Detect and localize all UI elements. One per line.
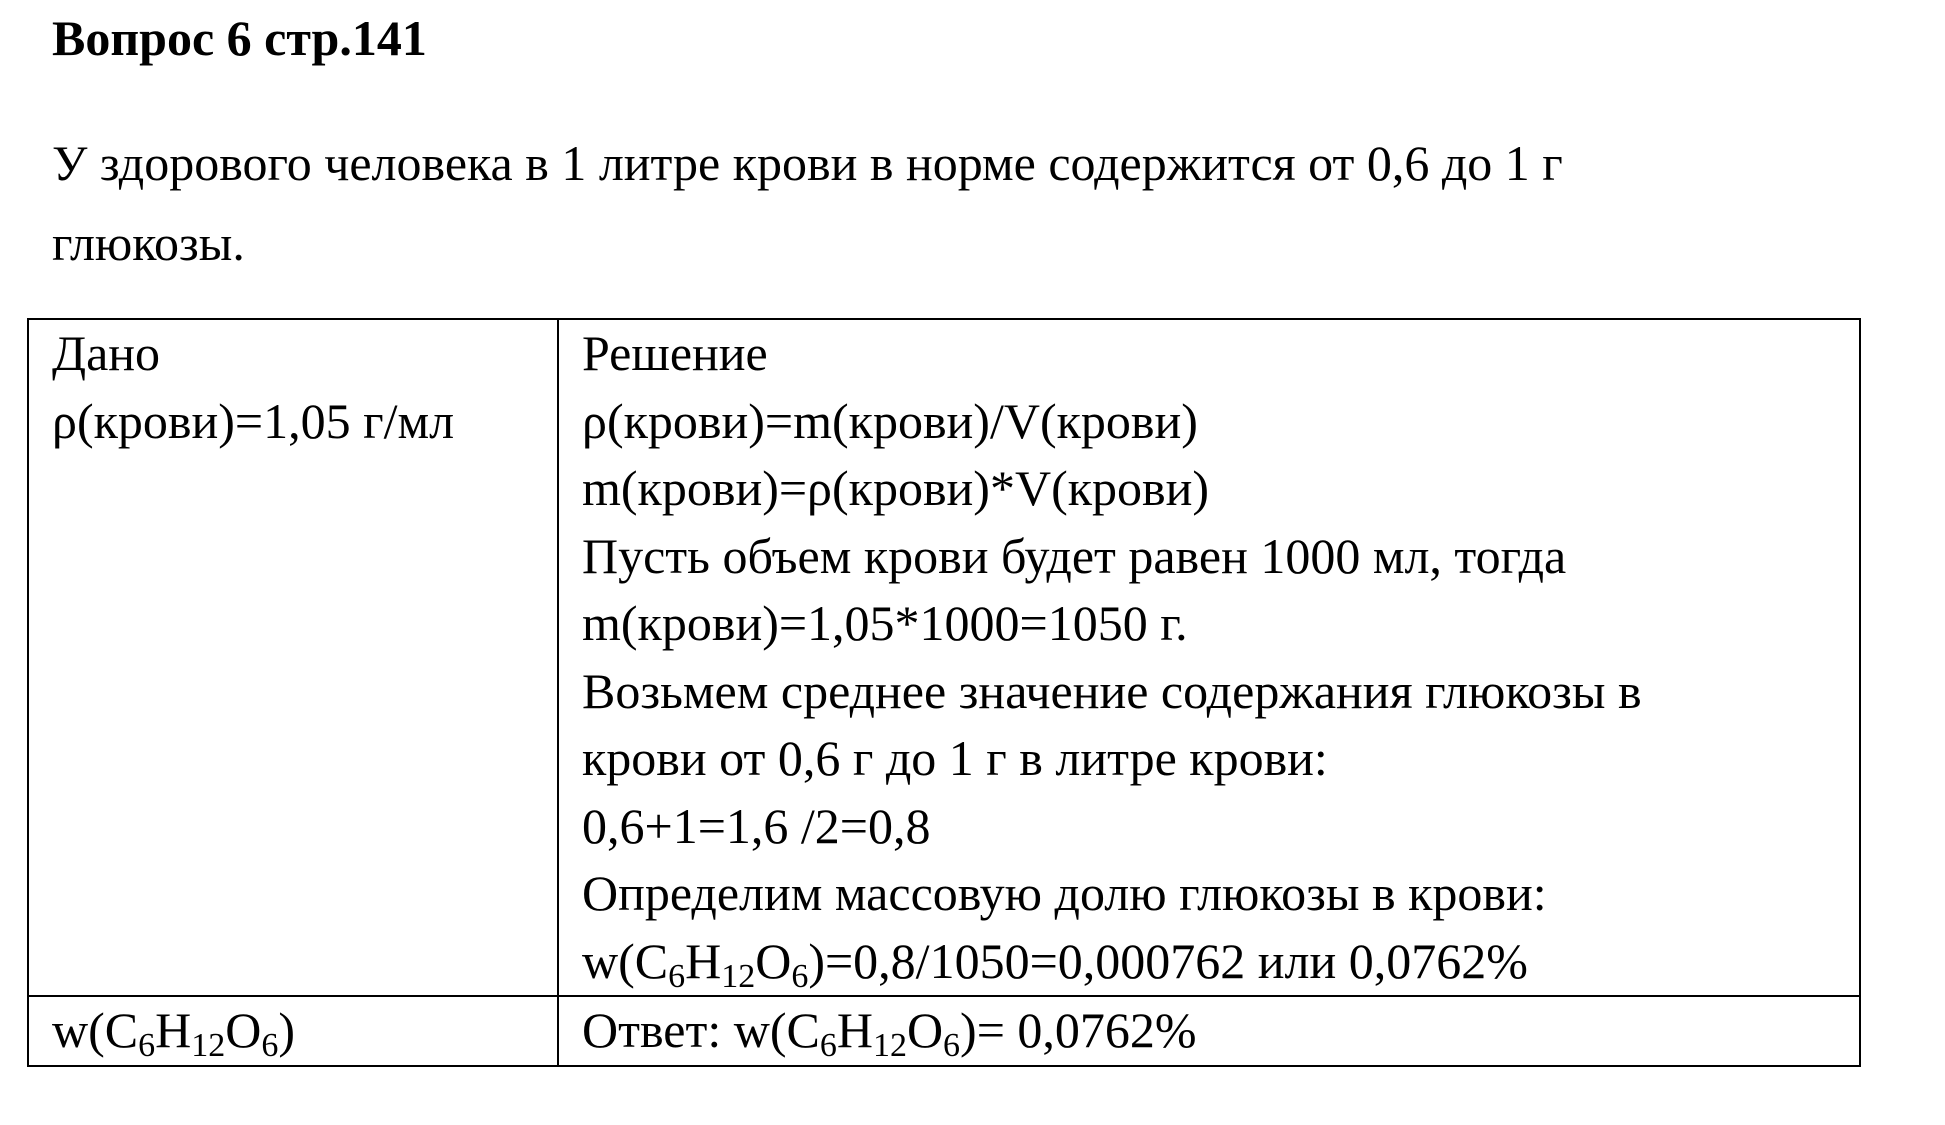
problem-line: У здорового человека в 1 литре крови в норме содержится от 0,6 до 1 г: [52, 135, 1563, 191]
formula-subscript: 6: [943, 1027, 961, 1064]
page-title: Вопрос 6 стр.141: [52, 10, 427, 66]
solution-heading: Решение: [582, 325, 768, 381]
given-item: ρ(крови)=1,05 г/мл: [52, 392, 455, 449]
formula-text: )= 0,0762%: [960, 1002, 1197, 1058]
answer-formula: [582, 997, 1859, 1065]
solution-final-formula: [582, 928, 1859, 996]
table-row-main: [28, 319, 1860, 996]
formula-subscript: 12: [872, 1027, 907, 1064]
formula-text: H: [155, 1002, 192, 1058]
formula-text: H: [685, 932, 722, 989]
formula-subscript: 12: [721, 957, 756, 995]
formula-text: ): [278, 1002, 295, 1058]
formula-subscript: 6: [791, 957, 809, 995]
formula-subscript: 6: [261, 1027, 279, 1064]
problem-line: глюкозы.: [52, 215, 245, 271]
solution-line: ρ(крови)=m(крови)/V(крови): [582, 392, 1198, 449]
formula-subscript: 6: [138, 1027, 156, 1064]
formula-subscript: 12: [191, 1027, 226, 1064]
find-formula: [52, 997, 557, 1065]
given-cell: [28, 319, 558, 996]
formula-text: w(C: [52, 1002, 139, 1058]
table-row-answer: [28, 996, 1860, 1066]
solution-line: 0,6+1=1,6 /2=0,8: [582, 797, 931, 854]
formula-subscript: 6: [668, 957, 686, 995]
solution-line: m(крови)=1,05*1000=1050 г.: [582, 595, 1188, 651]
solution-line: m(крови)=ρ(крови)*V(крови): [582, 460, 1210, 516]
answer-cell: [558, 996, 1860, 1066]
formula-text: Ответ: w(C: [582, 1002, 820, 1058]
formula-text: O: [225, 1002, 262, 1058]
given-heading: Дано: [52, 325, 161, 381]
formula-text: H: [836, 1002, 873, 1058]
formula-text: w(C: [582, 932, 669, 989]
formula-text: )=0,8/1050=0,000762 или 0,0762%: [808, 932, 1528, 989]
solution-table: [27, 318, 1861, 1067]
solution-cell: [558, 319, 1860, 996]
formula-subscript: 6: [819, 1027, 837, 1064]
solution-line: Возьмем среднее значение содержания глюкозы в: [582, 662, 1642, 719]
formula-text: O: [755, 932, 792, 989]
solution-line: крови от 0,6 г до 1 г в литре крови:: [582, 730, 1328, 786]
solution-line: Пусть объем крови будет равен 1000 мл, тогда: [582, 527, 1567, 584]
solution-line: Определим массовую долю глюкозы в крови:: [582, 865, 1547, 921]
formula-text: O: [906, 1002, 944, 1058]
problem-statement: [52, 123, 1892, 283]
find-cell: [28, 996, 558, 1066]
